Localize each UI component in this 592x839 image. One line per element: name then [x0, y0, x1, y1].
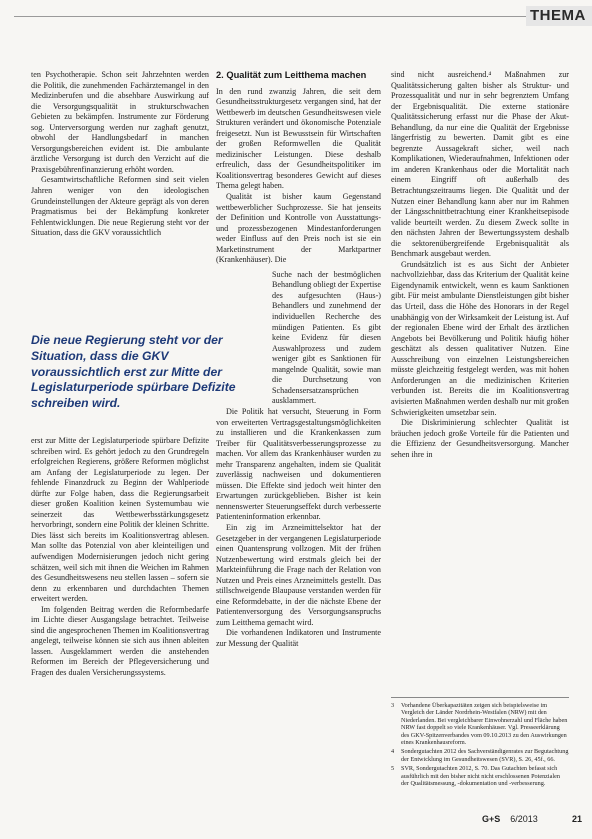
paragraph: Gesamtwirtschaftliche Reformen sind seit vielen Jahren weniger von den ideologischen Grundeinstellungen der Akteure geprägt als von deren Pragmatismus bei der Bekämpfung konkreter Fehlentwicklungen. Die neue Regierung steht vor der Situation, dass die GKV voraussichtlich	[31, 175, 209, 238]
magazine-name: G+S	[482, 814, 501, 824]
header-rule	[14, 16, 526, 17]
section-label: THEMA	[526, 6, 592, 26]
paragraph: sind nicht ausreichend.⁴ Maßnahmen zur Qualitätssicherung galten bisher als Struktur- und Prozessqualität und nur in sehr begrenztem Umfang der Ergebnisqualität. Die externe stationäre Qualitätssicherung erfasst nur die Phase der Akut-Behandlung, da nur eine die Qualität der Ergebnisse längerfristig zu bewerten. Damit gibt es eine begrenzte Aussagekraft sicher, weil nach Komplikationen, Wiederaufnahmen, Infektionen oder im anderen Krankenhaus oder die Mortalität nach einem Eingriff oft außerhalb des Betrachtungszeitraums liegen. Die Qualität und der Nutzen einer Behandlung kann aber nur im Rahmen der Längsschnittbetrachtung einer Krankheitsepisode valide beurteilt werden. Zu diesem Zweck sollte in den nächsten Jahren der Bewertungssystem deshalb die sektorenübergreifende Ergebnisqualität als Benchmark ausgebaut werden.	[391, 70, 569, 259]
column-3	[391, 70, 569, 460]
issue-number: 6/2013	[510, 814, 538, 824]
footnote-text: Vorhandene Überkapazitäten zeigen sich beispielsweise im Vergleich der Länder Nordrhein-Westfalen (NRW) mit den Niederlanden. Bei vergleichbarer Einwohnerzahl und Fläche haben NRW fast doppelt so viele Krankenhäuser. Vgl. Presseerklärung des GKV-Spitzenverbandes vom 09.10.2013 zu den Auswirkungen eines Krankenhausreform.	[401, 702, 568, 747]
footnotes	[391, 702, 569, 789]
column-1-top	[31, 70, 209, 239]
footnote	[391, 748, 569, 763]
footnote	[391, 765, 569, 787]
footnote-text: Sondergutachten 2012 des Sachverständigenrates zur Begutachtung der Entwicklung im Gesundheitswesen (SVR), S. 26, 45f., 66.	[401, 748, 569, 763]
column-1-bottom	[31, 436, 209, 679]
page-footer	[482, 814, 582, 824]
paragraph: In den rund zwanzig Jahren, die seit dem Gesundheitsstrukturgesetz vergangen sind, hat der Wettbewerb im deutschen Gesundheitswesen viele Strukturen verändert und ökonomische Potenziale freigesetzt. Nun ist Bewusstsein für Wirtschaften der großen Reformwellen die Qualität medizinischer Leistungen. Diese deshalb erfreulich, dass der Gesundheitspolitiker im Koalitionsvertrag besonderes Gewicht auf dieses Thema gelegt haben.	[216, 86, 381, 191]
paragraph: Die Diskriminierung schlechter Qualität ist bräuchen jedoch große Vorteile für die Patienten und die Effizienz der Gesundheitsversorgung. Mancher sehen ihre in	[391, 418, 569, 459]
footnote-text: SVR, Sondergutachten 2012, S. 70. Das Gutachten befasst sich ausführlich mit den bisher nicht nicht erschlossenen Potenzialen der Qualitätsmessung, -dokumentation und -verbesserung.	[401, 765, 560, 788]
paragraph: erst zur Mitte der Legislaturperiode spürbare Defizite schreiben wird. Es gehört jedoch zu den Grundregeln erfolgreichen Regierens, größere Reformen möglichst am Anfang der Legislaturperiode zu legen. Der fehlende Finanzdruck zu Beginn der Wahlperiode dürfte zur Folge haben, dass die Regierungsarbeit dieser großen Koalition keinen Systemumbau wie seinerzeit das Wettbewerbsstärkungsgesetz hervorbringt, sondern eine Politik der kleinen Schritte. Dies lässt sich bereits im Koalitionsvertrag ablesen. Man sollte das Potenzial von aber kleinteiligen und aufwendigen Modernisierungen jedoch nicht gering schätzen, weil sich mit ihnen die Weichen im Rahmen des Gesundheitswesens neu stellen lassen – sofern sie denn zu erkennbaren und durchdachten Themen erweitert werden.	[31, 436, 209, 604]
paragraph: Suche nach der bestmöglichen Behandlung obliegt der Expertise des aufgesuchten (Haus-) Behandlers und zunehmend der individuellen Recherche des mündigen Patienten. Es gibt keine Evidenz für diesen Auswahlprozess und zudem weniger gibt es Sanktionen für mangelnde Qualität, sowie man die Durchsetzung von Schadensersatzansprüchen ausklammert.	[272, 269, 381, 406]
paragraph: Die Politik hat versucht, Steuerung in Form von erweiterten Vertragsgestaltungsmöglichkeiten zu installieren und die Krankenkassen zum Treiber für Qualitätsverbesserungsprozesse zu machen. Vor allem das Krankenhäuser wurden zu mehr Transparenz angehalten, indem sie Qualität zuverlässig nachweisen und dokumentieren müssen. Die Effekte sind jedoch weit hinter den Erwartungen zurückgeblieben. Bisher ist kein nennenswerter Steuerungseffekt durch verbesserte Patienteninformation erkennbar.	[216, 406, 381, 522]
column-2	[216, 70, 381, 650]
footnote-number: 3	[391, 702, 395, 709]
paragraph: Die vorhandenen Indikatoren und Instrumente zur Messung der Qualität	[216, 628, 381, 648]
page-number: 21	[571, 814, 582, 824]
pull-quote: Die neue Regierung steht vor der Situation, dass die GKV voraussichtlich erst zur Mitte der Legislaturperiode spürbare Defizite schreiben wird.	[31, 333, 236, 411]
footnote-rule	[391, 697, 569, 698]
paragraph: Ein zig im Arzneimittelsektor hat der Gesetzgeber in der vergangenen Legislaturperiode einen Quantensprung vollzogen. Mit der frühen Nutzenbewertung wird erstmals gleich bei der Markteinführung die Frage nach der Relation von Nutzen und Preis eines Arzneimittels gestellt. Das stillschweigende Blaupause verstanden werden für eine Reformdebatte, in der die nächste Ebene der Patientenversorgung des Versorgungsanspruchs zum Leitthema gemacht wird.	[216, 522, 381, 627]
paragraph: Im folgenden Beitrag werden die Reformbedarfe im Lichte dieser Ausgangslage betrachtet. Teilweise sind die angesprochenen Themen im Koalitionsvertrag angelegt, teilweise können sie sich aus ihnen ableiten lassen. Ausgeklammert werden die anstehenden Reformen im Bereich der Pflegeversicherung und Fragen des dualen Versicherungssystems.	[31, 604, 209, 678]
paragraph: Grundsätzlich ist es aus Sicht der Anbieter nachvollziehbar, dass das Kriterium der Qualität keine Eigendynamik entwickelt, wenn es kaum Sanktionen gibt. Für meist ambulante Dienstleistungen gibt bisher das Urteil, dass die Höhe des Honorars in der Regel unabhängig von der Wirksamkeit der Leistung ist. Auf der regionalen Ebene wird der Erhalt des ärztlichen Angebots bei Bevölkerung und Politik häufig höher geschätzt als dessen qualitativer Nutzen. Eine Ausschreibung von einzelnen Leistungsbereichen müsste gleichzeitig festgelegt werden, was mit hohen Anforderungen an die medizinischen Kriterien verbunden ist. Bereits die im Koalitionsvertrag avisierten Maßnahmen werden deshalb nur mit großen Schwierigkeiten umsetzbar sein.	[391, 259, 569, 417]
footnote-number: 4	[391, 748, 395, 756]
paragraph: ten Psychotherapie. Schon seit Jahrzehnten werden die Politik, die zunehmenden Fachärztemangel in den Medizinberufen und die absehbare Auswirkung auf die Versorgungsqualität in strukturschwachen Gebieten zu bekämpfen. Instrumente zur Förderung sog. Unterversorgung werden nur zaghaft genutzt, obwohl der Handlungsbedarf in manchen Versorgungsbereichen evident ist. Die ambulante ärztliche Versorgung ist durch den Verzicht auf die Praxisgebührenfinanzierung erhöht worden.	[31, 70, 209, 174]
paragraph: Qualität ist bisher kaum Gegenstand wettbewerblicher Suchprozesse. Sie hat jenseits der Definition und Kontrolle von Ausstattungs- und prozessbezogenen Mindestanforderungen weder Einfluss auf den Preis noch ist sie ein Marketinstrument der Marktpartner (Krankenhäuser). Die	[216, 192, 381, 265]
footnote-number: 5	[391, 765, 395, 773]
footnote	[391, 702, 569, 746]
section-heading: 2. Qualität zum Leitthema machen	[216, 70, 367, 80]
